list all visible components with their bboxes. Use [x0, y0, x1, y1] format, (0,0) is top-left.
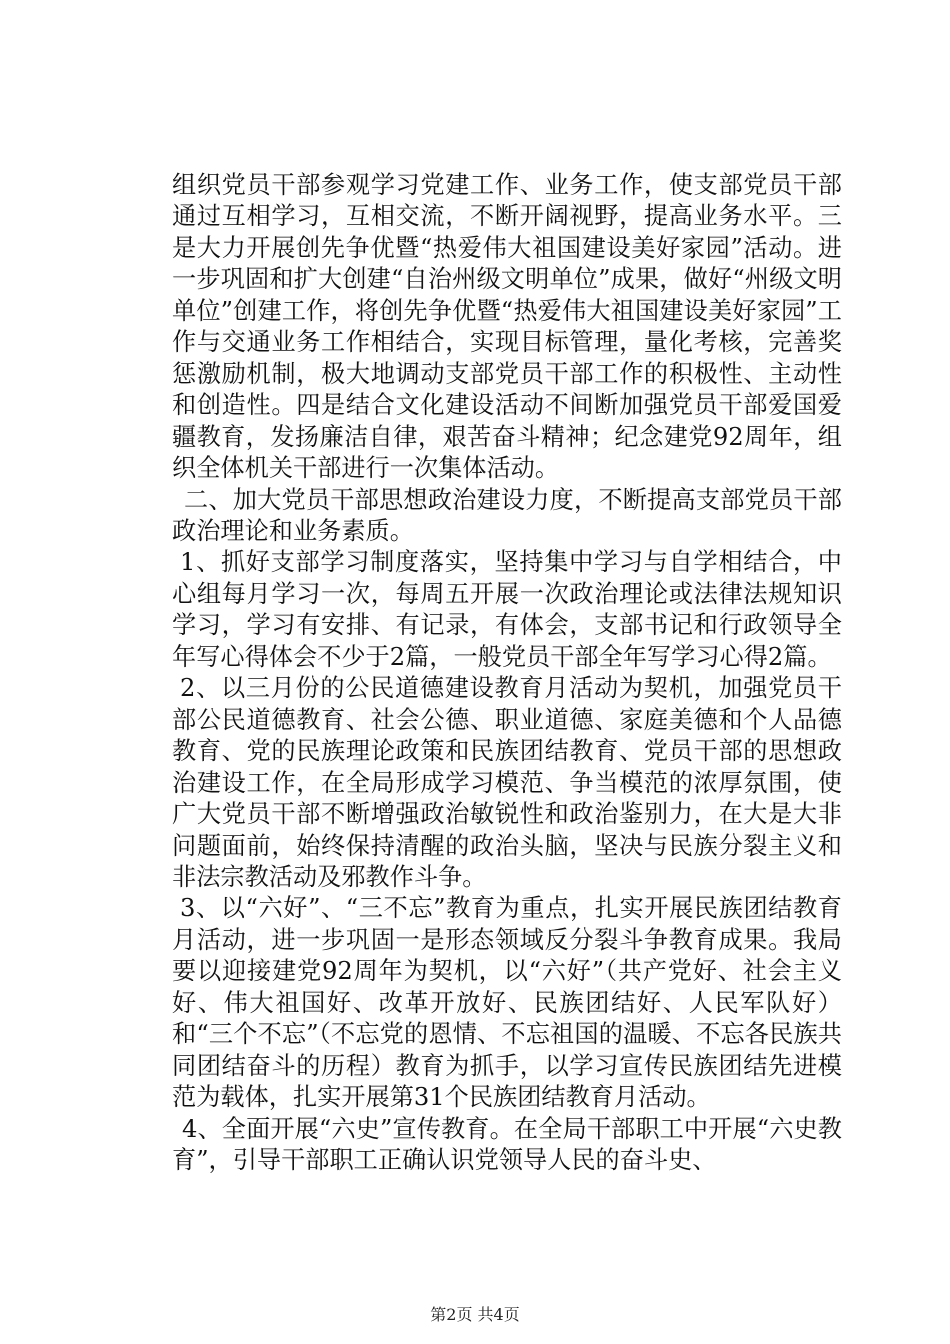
paragraph-continuation: 组织党员干部参观学习党建工作、业务工作，使支部党员干部通过互相学习，互相交流，不断开阔视野，提高业务水平。三是大力开展创先争优暨“热爱伟大祖国建设美好家园”活动。进一步巩固和扩大创建“自治州级文明单位”成果，做好“州级文明单位”创建工作，将创先争优暨“热爱伟大祖国建设美好家园”工作与交通业务工作相结合，实现目标管理，量化考核，完善奖惩激励机制，极大地调动支部党员干部工作的积极性、主动性和创造性。四是结合文化建设活动不间断加强党员干部爱国爱疆教育，发扬廉洁自律，艰苦奋斗精神；纪念建党92周年，组织全体机关干部进行一次集体活动。 — [172, 171, 842, 483]
paragraph-section-two-heading: 二、加大党员干部思想政治建设力度，不断提高支部党员干部政治理论和业务素质。 — [172, 485, 842, 545]
page-footer: 第2页 共4页 — [430, 1305, 520, 1324]
paragraph-item-4: 4、全面开展“六史”宣传教育。在全局干部职工中开展“六史教育”，引导干部职工正确认识党领导人民的奋斗史、 — [172, 1114, 842, 1175]
paragraph-item-2: 2、以三月份的公民道德建设教育月活动为契机，加强党员干部公民道德教育、社会公德、职业道德、家庭美德和个人品德教育、党的民族理论政策和民族团结教育、党员干部的思想政治建设工作，在全局形成学习模范、争当模范的浓厚氛围，使广大党员干部不断增强政治敏锐性和政治鉴别力，在大是大非问题面前，始终保持清醒的政治头脑，坚决与民族分裂主义和非法宗教活动及邪教作斗争。 — [172, 674, 842, 891]
document-body — [172, 170, 842, 1177]
paragraph-item-3: 3、以“六好”、“三不忘”教育为重点，扎实开展民族团结教育月活动，进一步巩固一是形态领域反分裂斗争教育成果。我局要以迎接建党92周年为契机，以“六好”（共产党好、社会主义好、伟大祖国好、改革开放好、民族团结好、人民军队好）和“三个不忘”（不忘党的恩情、不忘祖国的温暖、不忘各民族共同团结奋斗的历程）教育为抓手，以学习宣传民族团结先进模范为载体，扎实开展第31个民族团结教育月活动。 — [172, 894, 842, 1112]
paragraph-item-1: 1、抓好支部学习制度落实，坚持集中学习与自学相结合，中心组每月学习一次，每周五开展一次政治理论或法律法规知识学习，学习有安排、有记录，有体会，支部书记和行政领导全年写心得体会不少于2篇，一般党员干部全年写学习心得2篇。 — [172, 548, 842, 671]
